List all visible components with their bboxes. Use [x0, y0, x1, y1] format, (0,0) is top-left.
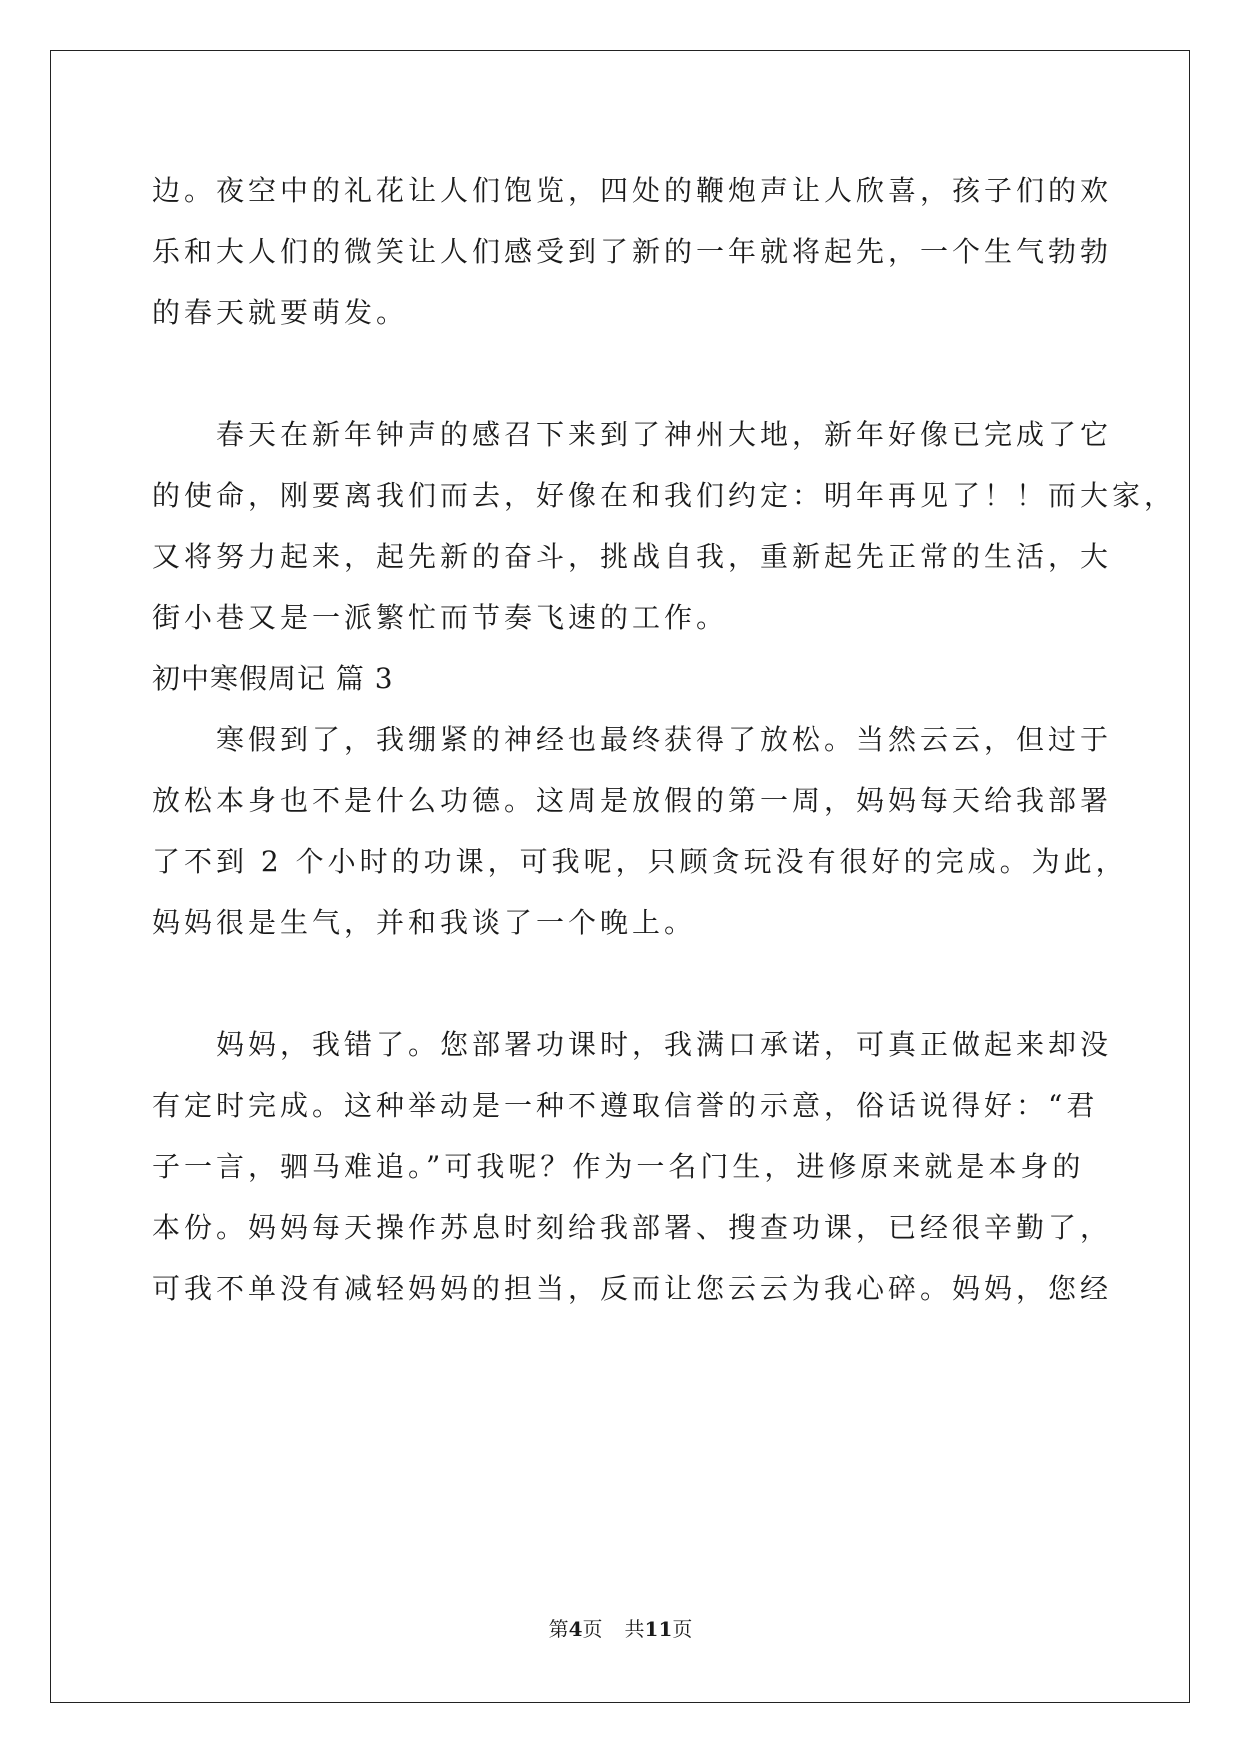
text-line: 了不到 2 个小时的功课，可我呢，只顾贪玩没有很好的完成。为此，	[152, 845, 1128, 878]
section-heading: 初中寒假周记 篇 3	[152, 662, 394, 695]
total-pages: 11	[644, 1617, 673, 1641]
blank-line	[152, 343, 1092, 404]
total-suffix: 页	[672, 1617, 693, 1641]
page-suffix: 页	[582, 1617, 603, 1641]
page-footer	[0, 1613, 1241, 1642]
text-line: 妈妈很是生气，并和我谈了一个晚上。	[152, 906, 697, 939]
text-line: 本份。妈妈每天操作苏息时刻给我部署、搜查功课，已经很辛勤了，	[152, 1211, 1113, 1244]
text-line: 又将努力起来，起先新的奋斗，挑战自我，重新起先正常的生活，大	[152, 540, 1113, 573]
blank-line	[152, 953, 1092, 1014]
text-line: 的使命，刚要离我们而去，好像在和我们约定：明年再见了！！而大家，	[152, 479, 1177, 512]
text-line: 有定时完成。这种举动是一种不遵取信誉的示意，俗话说得好：“君	[152, 1089, 1099, 1122]
text-line: 乐和大人们的微笑让人们感受到了新的一年就将起先，一个生气勃勃	[152, 235, 1113, 268]
text-line: 放松本身也不是什么功德。这周是放假的第一周，妈妈每天给我部署	[152, 784, 1113, 817]
document-body	[152, 160, 1177, 1319]
text-line: 春天在新年钟声的感召下来到了神州大地，新年好像已完成了它	[216, 418, 1113, 451]
text-line: 可我不单没有减轻妈妈的担当，反而让您云云为我心碎。妈妈，您经	[152, 1272, 1113, 1305]
total-prefix: 共	[624, 1617, 645, 1641]
text-line: 街小巷又是一派繁忙而节奏飞速的工作。	[152, 601, 729, 634]
text-line: 妈妈，我错了。您部署功课时，我满口承诺，可真正做起来却没	[216, 1028, 1113, 1061]
text-line: 的春天就要萌发。	[152, 296, 409, 329]
text-line: 寒假到了，我绷紧的神经也最终获得了放松。当然云云，但过于	[216, 723, 1113, 756]
text-line: 边。夜空中的礼花让人们饱览，四处的鞭炮声让人欣喜，孩子们的欢	[152, 174, 1113, 207]
text-line: 子一言，驷马难追。”可我呢？作为一名门生，进修原来就是本身的	[152, 1150, 1085, 1183]
page-prefix: 第	[548, 1617, 569, 1641]
page-number: 4	[568, 1617, 583, 1641]
